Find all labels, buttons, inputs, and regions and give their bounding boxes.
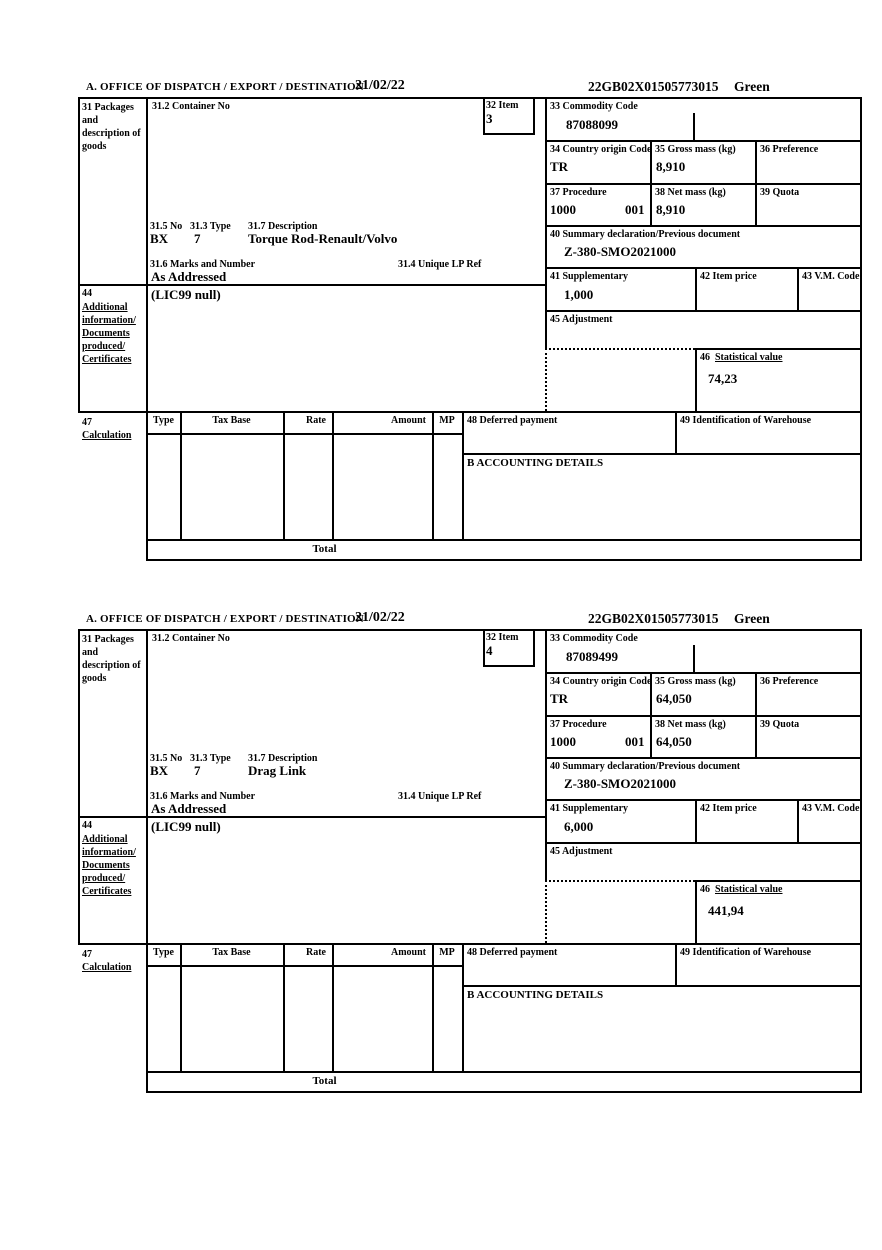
summary-declaration-label: 40 Summary declaration/Previous document <box>550 229 741 240</box>
col42-divider <box>695 799 697 842</box>
box44-label-line2: information/ <box>82 847 136 858</box>
preference-label: 36 Preference <box>760 676 819 687</box>
previous-document-value: Z-380-SMO2021000 <box>564 244 676 259</box>
commodity-code-tick <box>693 113 695 140</box>
dotted-horizontal-line <box>545 348 695 350</box>
net-mass-value: 8,910 <box>656 202 686 217</box>
box44-label-line1: Additional <box>82 834 128 845</box>
item-price-label: 42 Item price <box>700 271 757 282</box>
commodity-code-label: 33 Commodity Code <box>550 101 638 112</box>
country-origin-label: 34 Country origin Code <box>550 676 652 687</box>
adjustment-label: 45 Adjustment <box>550 314 613 325</box>
vm-code-label: 43 V.M. Code <box>802 803 860 814</box>
box32-bottom-line <box>483 133 535 135</box>
total-row-top-line <box>146 539 862 541</box>
country-origin-value: TR <box>550 691 569 706</box>
quota-label: 39 Quota <box>760 187 800 198</box>
declaration-item-section <box>78 79 862 561</box>
box44-label-line5: Certificates <box>82 354 132 365</box>
box46-left-line <box>695 348 697 411</box>
commodity-code-value: 87088099 <box>566 117 618 132</box>
row47-top-line <box>78 943 862 945</box>
row37-bottom-line <box>545 757 862 759</box>
row34-bottom-line <box>545 715 862 717</box>
row40-bottom-line <box>545 799 862 801</box>
gross-mass-value: 8,910 <box>656 159 686 174</box>
procedure-value: 1000 <box>550 734 576 749</box>
box44-label-line4: produced/ <box>82 341 126 352</box>
tax-amount-header: Amount <box>390 947 426 958</box>
package-no-value: BX <box>150 763 169 778</box>
office-of-dispatch-label: A. OFFICE OF DISPATCH / EXPORT / DESTINATION <box>86 81 364 93</box>
procedure-code-value: 001 <box>625 202 645 217</box>
preference-label: 36 Preference <box>760 144 819 155</box>
box46-top-line <box>695 348 862 350</box>
office-of-dispatch-label: A. OFFICE OF DISPATCH / EXPORT / DESTINATION <box>86 613 364 625</box>
item-form-grid <box>78 629 862 1093</box>
statistical-value: 74,23 <box>708 371 738 386</box>
vm-code-label: 43 V.M. Code <box>802 271 860 282</box>
package-type-value: 7 <box>194 231 201 246</box>
tax-col4-divider <box>432 411 434 539</box>
col36-divider <box>755 672 757 757</box>
item-form-grid <box>78 97 862 561</box>
item-number-value: 4 <box>486 643 493 658</box>
additional-information-value: (LIC99 null) <box>151 819 221 834</box>
supplementary-label: 41 Supplementary <box>550 271 629 282</box>
procedure-label: 37 Procedure <box>550 719 607 730</box>
border-left <box>78 629 80 945</box>
package-no-label: 31.5 No <box>150 221 183 232</box>
label-column-divider <box>146 97 148 561</box>
supplementary-value: 1,000 <box>564 287 594 302</box>
supplementary-label: 41 Supplementary <box>550 803 629 814</box>
item-number-value: 3 <box>486 111 493 126</box>
box47-number: 47 <box>82 417 92 428</box>
row41-bottom-line <box>545 310 862 312</box>
tax-rate-header: Rate <box>306 415 326 426</box>
item-label: 32 Item <box>486 632 519 643</box>
box32-left-line <box>483 97 485 135</box>
col43-divider <box>797 267 799 310</box>
commodity-code-value: 87089499 <box>566 649 618 664</box>
commodity-code-tick <box>693 645 695 672</box>
lp-ref-label: 31.4 Unique LP Ref <box>398 791 482 802</box>
row33-bottom-line <box>545 672 862 674</box>
border-right <box>860 629 862 1093</box>
box32-left-line <box>483 629 485 667</box>
tax-type-header: Type <box>153 947 174 958</box>
dotted-vertical-line <box>545 348 547 411</box>
row47-top-line <box>78 411 862 413</box>
box32-bottom-line <box>483 665 535 667</box>
box44-label-line5: Certificates <box>82 886 132 897</box>
item-label: 32 Item <box>486 100 519 111</box>
accounting-top-line <box>462 985 862 987</box>
box44-label-line3: Documents <box>82 328 130 339</box>
package-type-value: 7 <box>194 763 201 778</box>
procedure-code-value: 001 <box>625 734 645 749</box>
declaration-reference: 22GB02X01505773015 <box>588 611 719 626</box>
declaration-reference: 22GB02X01505773015 <box>588 79 719 94</box>
deferred-payment-label: 48 Deferred payment <box>467 415 558 426</box>
tax-col1-divider <box>180 943 182 1071</box>
packages-label: 31 Packages and description of goods <box>82 634 141 684</box>
row34-bottom-line <box>545 183 862 185</box>
description-label: 31.7 Description <box>248 221 318 232</box>
statistical-value-label: Statistical value <box>715 352 783 363</box>
box47-label: Calculation <box>82 430 132 441</box>
package-no-label: 31.5 No <box>150 753 183 764</box>
statistical-value: 441,94 <box>708 903 744 918</box>
tax-mp-header: MP <box>439 947 455 958</box>
commodity-code-label: 33 Commodity Code <box>550 633 638 644</box>
container-no-label: 31.2 Container No <box>152 101 230 112</box>
tax-table-header-line <box>146 965 464 967</box>
tax-col3-divider <box>332 943 334 1071</box>
tax-col1-divider <box>180 411 182 539</box>
tax-table-right-line <box>462 411 464 539</box>
tax-col2-divider <box>283 943 285 1071</box>
box44-label-line4: produced/ <box>82 873 126 884</box>
marks-value: As Addressed <box>151 801 227 816</box>
box32-right-line <box>533 629 535 667</box>
tax-col4-divider <box>432 943 434 1071</box>
warehouse-label: 49 Identification of Warehouse <box>680 415 812 426</box>
border-top <box>78 97 862 99</box>
net-mass-label: 38 Net mass (kg) <box>655 187 726 198</box>
label-column-divider <box>146 629 148 1093</box>
goods-description-value: Torque Rod-Renault/Volvo <box>248 231 398 246</box>
box49-divider <box>675 411 677 453</box>
gross-mass-label: 35 Gross mass (kg) <box>655 144 736 155</box>
tax-base-header: Tax Base <box>212 947 251 958</box>
container-no-label: 31.2 Container No <box>152 633 230 644</box>
tax-base-header: Tax Base <box>212 415 251 426</box>
supplementary-value: 6,000 <box>564 819 594 834</box>
dotted-vertical-line <box>545 880 547 943</box>
warehouse-label: 49 Identification of Warehouse <box>680 947 812 958</box>
accounting-details-label: B ACCOUNTING DETAILS <box>467 457 604 469</box>
box44-label-line2: information/ <box>82 315 136 326</box>
accounting-top-line <box>462 453 862 455</box>
total-row-top-line <box>146 1071 862 1073</box>
box47-number: 47 <box>82 949 92 960</box>
total-label: Total <box>312 543 337 555</box>
goods-description-value: Drag Link <box>248 763 307 778</box>
description-label: 31.7 Description <box>248 753 318 764</box>
tax-col2-divider <box>283 411 285 539</box>
col43-divider <box>797 799 799 842</box>
marks-label: 31.6 Marks and Number <box>150 791 256 802</box>
box32-right-line <box>533 97 535 135</box>
statistical-value-number: 46 <box>700 884 710 895</box>
tax-col3-divider <box>332 411 334 539</box>
summary-declaration-label: 40 Summary declaration/Previous document <box>550 761 741 772</box>
lp-ref-label: 31.4 Unique LP Ref <box>398 259 482 270</box>
net-mass-label: 38 Net mass (kg) <box>655 719 726 730</box>
previous-document-value: Z-380-SMO2021000 <box>564 776 676 791</box>
tax-table-right-line <box>462 943 464 1071</box>
row44-top-line <box>78 816 547 818</box>
total-label: Total <box>312 1075 337 1087</box>
package-type-label: 31.3 Type <box>190 221 231 232</box>
box46-top-line <box>695 880 862 882</box>
total-row-bottom-line <box>146 559 862 561</box>
package-type-label: 31.3 Type <box>190 753 231 764</box>
route-indicator: Green <box>734 611 770 626</box>
dotted-horizontal-line <box>545 880 695 882</box>
declaration-item-section <box>78 611 862 1093</box>
row37-bottom-line <box>545 225 862 227</box>
row33-bottom-line <box>545 140 862 142</box>
row40-bottom-line <box>545 267 862 269</box>
marks-value: As Addressed <box>151 269 227 284</box>
col36-divider <box>755 140 757 225</box>
quota-label: 39 Quota <box>760 719 800 730</box>
accounting-details-label: B ACCOUNTING DETAILS <box>467 989 604 1001</box>
tax-type-header: Type <box>153 415 174 426</box>
box44-number: 44 <box>82 820 92 831</box>
statistical-value-label: Statistical value <box>715 884 783 895</box>
tax-amount-header: Amount <box>390 415 426 426</box>
gross-mass-value: 64,050 <box>656 691 692 706</box>
country-origin-value: TR <box>550 159 569 174</box>
box47-label: Calculation <box>82 962 132 973</box>
route-indicator: Green <box>734 79 770 94</box>
gross-mass-label: 35 Gross mass (kg) <box>655 676 736 687</box>
col42-divider <box>695 267 697 310</box>
box46-left-line <box>695 880 697 943</box>
deferred-payment-label: 48 Deferred payment <box>467 947 558 958</box>
declaration-date: 21/02/22 <box>355 610 405 625</box>
total-row-bottom-line <box>146 1091 862 1093</box>
border-right <box>860 97 862 561</box>
statistical-value-number: 46 <box>700 352 710 363</box>
box49-divider <box>675 943 677 985</box>
box44-label-line3: Documents <box>82 860 130 871</box>
item-price-label: 42 Item price <box>700 803 757 814</box>
tax-rate-header: Rate <box>306 947 326 958</box>
border-top <box>78 629 862 631</box>
adjustment-label: 45 Adjustment <box>550 846 613 857</box>
marks-label: 31.6 Marks and Number <box>150 259 256 270</box>
packages-label: 31 Packages and description of goods <box>82 102 141 152</box>
procedure-value: 1000 <box>550 202 576 217</box>
border-left <box>78 97 80 413</box>
procedure-label: 37 Procedure <box>550 187 607 198</box>
box44-number: 44 <box>82 288 92 299</box>
row44-top-line <box>78 284 547 286</box>
declaration-date: 21/02/22 <box>355 78 405 93</box>
net-mass-value: 64,050 <box>656 734 692 749</box>
additional-information-value: (LIC99 null) <box>151 287 221 302</box>
tax-table-header-line <box>146 433 464 435</box>
tax-mp-header: MP <box>439 415 455 426</box>
country-origin-label: 34 Country origin Code <box>550 144 652 155</box>
row41-bottom-line <box>545 842 862 844</box>
package-no-value: BX <box>150 231 169 246</box>
box44-label-line1: Additional <box>82 302 128 313</box>
